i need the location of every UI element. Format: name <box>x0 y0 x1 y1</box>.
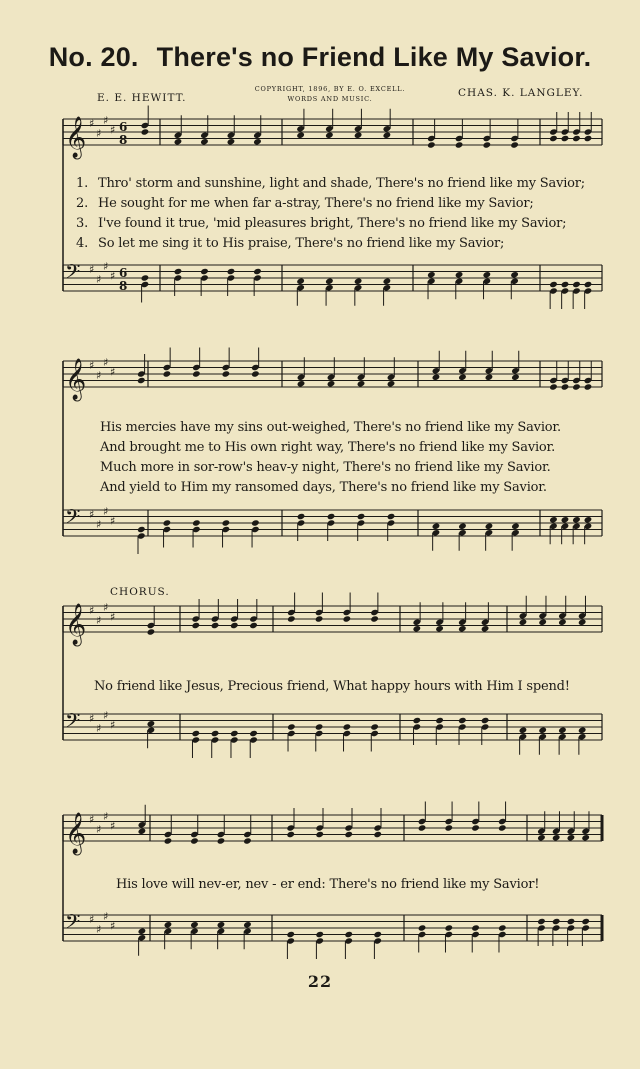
note-head <box>192 519 201 526</box>
chorus-line-1: No friend like Jesus, Precious friend, What happy hours with Him I spend! <box>94 679 570 694</box>
note-head <box>510 271 519 278</box>
sharp-icon: ♯ <box>103 259 109 273</box>
sharp-icon: ♯ <box>96 822 102 836</box>
note-head <box>211 622 220 629</box>
note-head <box>174 138 183 145</box>
note-head <box>561 516 570 523</box>
note-head <box>163 370 172 377</box>
note-head <box>483 271 492 278</box>
note-head <box>222 519 231 526</box>
note-head <box>578 727 587 734</box>
chorus-label: CHORUS. <box>110 586 170 598</box>
note-head <box>511 523 520 530</box>
note-head <box>561 135 570 142</box>
note-head <box>287 723 296 730</box>
note-head <box>471 824 480 831</box>
time-signature-bottom: 8 <box>119 279 128 293</box>
note-head <box>325 278 334 285</box>
note-head <box>222 370 231 377</box>
sharp-icon: ♯ <box>89 712 95 725</box>
note-head <box>251 519 260 526</box>
hymn-title: There's no Friend Like My Savior. <box>156 42 592 72</box>
note-head <box>315 931 324 938</box>
time-signature-bottom: 8 <box>119 133 128 147</box>
note-head <box>217 837 226 844</box>
note-head <box>552 918 561 925</box>
note-head <box>445 924 454 931</box>
note-head <box>164 837 173 844</box>
sharp-icon: ♯ <box>110 819 116 833</box>
sharp-icon: ♯ <box>103 909 109 923</box>
verse-4-line-a <box>76 236 504 251</box>
note-head <box>211 730 220 737</box>
verse-text: So let me sing it to His praise, There's no friend like my Savior; <box>98 236 505 251</box>
note-head <box>243 921 252 928</box>
note-head <box>192 730 201 737</box>
note-head <box>485 374 494 381</box>
sharp-icon: ♯ <box>89 117 95 130</box>
note-head <box>481 717 490 724</box>
sharp-icon: ♯ <box>103 809 109 823</box>
page-number: 22 <box>307 972 333 991</box>
note-head <box>286 831 295 838</box>
note-head <box>427 271 436 278</box>
note-head <box>327 513 336 520</box>
note-head <box>370 723 379 730</box>
note-head <box>511 374 520 381</box>
note-head <box>427 141 436 148</box>
note-head <box>584 281 593 288</box>
time-signature-top: 6 <box>119 120 128 134</box>
note-head <box>325 132 334 139</box>
note-head <box>584 135 593 142</box>
bass-clef-icon: 𝄢 <box>65 709 81 737</box>
verse-1-line-b: His mercies have my sins out-weighed, There's no friend like my Savior. <box>100 420 561 435</box>
sharp-icon: ♯ <box>110 919 116 933</box>
verse-4-line-b: And yield to Him my ransomed days, There's no friend like my Savior. <box>100 480 547 495</box>
note-head <box>354 278 363 285</box>
note-head <box>296 132 305 139</box>
author-credit: E. E. HEWITT. <box>97 92 187 104</box>
sharp-icon: ♯ <box>96 126 102 140</box>
chorus-line-2: His love will nev-er, nev - er end: There's no friend like my Savior! <box>116 877 540 892</box>
note-head <box>549 516 558 523</box>
sharp-icon: ♯ <box>110 610 116 624</box>
note-head <box>344 931 353 938</box>
note-head <box>455 141 464 148</box>
note-head <box>251 370 260 377</box>
treble-clef-icon: 𝄞 <box>65 813 87 854</box>
note-head <box>418 824 427 831</box>
note-head <box>519 619 528 626</box>
sharp-icon: ♯ <box>103 355 109 369</box>
note-head <box>549 135 558 142</box>
note-head <box>200 138 209 145</box>
sharp-icon: ♯ <box>89 604 95 617</box>
note-head <box>549 281 558 288</box>
verse-2-line-b: And brought me to His own right way, There's no friend like my Savior. <box>100 440 556 455</box>
sharp-icon: ♯ <box>96 517 102 531</box>
bass-clef-icon: 𝄢 <box>65 260 81 288</box>
note-head <box>297 513 306 520</box>
note-head <box>357 513 366 520</box>
note-head <box>373 931 382 938</box>
note-head <box>471 924 480 931</box>
note-head <box>572 516 581 523</box>
copyright-line-2: WORDS AND MUSIC. <box>287 95 373 103</box>
note-head <box>498 824 507 831</box>
note-head <box>483 141 492 148</box>
note-head <box>458 625 467 632</box>
note-head <box>567 918 576 925</box>
note-head <box>174 268 183 275</box>
note-head <box>498 924 507 931</box>
note-head <box>458 523 467 530</box>
note-head <box>253 268 262 275</box>
copyright-line-1: COPYRIGHT, 1896, BY E. O. EXCELL. <box>254 85 406 93</box>
note-head <box>572 281 581 288</box>
note-head <box>481 625 490 632</box>
note-head <box>164 921 173 928</box>
sharp-icon: ♯ <box>89 359 95 372</box>
note-head <box>572 383 581 390</box>
note-head <box>387 380 396 387</box>
note-head <box>519 727 528 734</box>
sharp-icon: ♯ <box>96 922 102 936</box>
note-head <box>561 281 570 288</box>
note-head <box>141 274 150 281</box>
verse-text: He sought for me when far a-stray, There's no friend like my Savior; <box>98 196 534 211</box>
note-head <box>413 717 422 724</box>
note-head <box>192 622 201 629</box>
note-head <box>432 523 441 530</box>
hymn-number: No. 20. <box>48 42 139 72</box>
note-head <box>383 278 392 285</box>
note-head <box>578 619 587 626</box>
note-head <box>552 834 561 841</box>
note-head <box>558 619 567 626</box>
treble-clef-icon: 𝄞 <box>65 117 87 158</box>
sharp-icon: ♯ <box>103 504 109 518</box>
verse-3-line-b: Much more in sor-row's heav-y night, There's no friend like my Savior. <box>100 460 551 475</box>
verse-number: 1. <box>76 176 89 191</box>
verse-number: 4. <box>76 236 89 251</box>
note-head <box>315 615 324 622</box>
verse-number: 2. <box>76 196 89 211</box>
note-head <box>343 615 352 622</box>
sharp-icon: ♯ <box>89 263 95 276</box>
note-head <box>435 625 444 632</box>
treble-clef-icon: 𝄞 <box>65 604 87 645</box>
note-head <box>558 727 567 734</box>
note-head <box>572 135 581 142</box>
note-head <box>192 370 201 377</box>
sharp-icon: ♯ <box>89 508 95 521</box>
note-head <box>458 717 467 724</box>
note-head <box>418 924 427 931</box>
note-head <box>357 380 366 387</box>
bass-clef-icon: 𝄢 <box>65 910 81 938</box>
note-head <box>297 380 306 387</box>
note-head <box>286 931 295 938</box>
verse-1-line-a <box>76 176 585 191</box>
note-head <box>253 138 262 145</box>
note-head <box>584 516 593 523</box>
bass-clef-icon: 𝄢 <box>65 505 81 533</box>
note-head <box>243 837 252 844</box>
sharp-icon: ♯ <box>89 813 95 826</box>
note-head <box>373 831 382 838</box>
note-head <box>327 380 336 387</box>
note-head <box>445 824 454 831</box>
note-head <box>485 523 494 530</box>
note-head <box>190 921 199 928</box>
note-head <box>413 625 422 632</box>
note-head <box>581 918 590 925</box>
sharp-icon: ♯ <box>110 269 116 283</box>
note-head <box>344 831 353 838</box>
note-head <box>581 834 590 841</box>
sharp-icon: ♯ <box>110 365 116 379</box>
note-head <box>383 132 392 139</box>
sharp-icon: ♯ <box>103 708 109 722</box>
note-head <box>537 834 546 841</box>
note-head <box>296 278 305 285</box>
sharp-icon: ♯ <box>103 600 109 614</box>
note-head <box>561 383 570 390</box>
note-head <box>435 717 444 724</box>
note-head <box>549 383 558 390</box>
verse-number: 3. <box>76 216 89 231</box>
note-head <box>567 834 576 841</box>
sharp-icon: ♯ <box>103 113 109 127</box>
verse-text: Thro' storm and sunshine, light and shade, There's no friend like my Savior; <box>98 176 585 191</box>
note-head <box>387 513 396 520</box>
note-head <box>141 128 150 135</box>
note-head <box>147 720 156 727</box>
note-head <box>584 383 593 390</box>
note-head <box>537 918 546 925</box>
sharp-icon: ♯ <box>96 272 102 286</box>
note-head <box>138 828 147 835</box>
note-head <box>315 831 324 838</box>
note-head <box>249 622 258 629</box>
note-head <box>315 723 324 730</box>
note-head <box>354 132 363 139</box>
sharp-icon: ♯ <box>110 123 116 137</box>
sharp-icon: ♯ <box>96 721 102 735</box>
note-head <box>287 615 296 622</box>
note-head <box>538 727 547 734</box>
note-head <box>138 928 147 935</box>
note-head <box>343 723 352 730</box>
sharp-icon: ♯ <box>110 718 116 732</box>
time-signature-top: 6 <box>119 266 128 280</box>
verse-2-line-a <box>76 196 534 211</box>
sharp-icon: ♯ <box>110 514 116 528</box>
note-head <box>190 837 199 844</box>
sharp-icon: ♯ <box>89 913 95 926</box>
note-head <box>230 622 239 629</box>
note-head <box>227 138 236 145</box>
note-head <box>147 628 156 635</box>
treble-clef-icon: 𝄞 <box>65 359 87 400</box>
note-head <box>217 921 226 928</box>
composer-credit: CHAS. K. LANGLEY. <box>458 87 584 99</box>
note-head <box>458 374 467 381</box>
note-head <box>230 730 239 737</box>
note-head <box>510 141 519 148</box>
note-head <box>137 377 146 384</box>
note-head <box>200 268 209 275</box>
note-head <box>370 615 379 622</box>
verse-3-line-a <box>76 216 566 231</box>
note-head <box>455 271 464 278</box>
note-head <box>227 268 236 275</box>
sharp-icon: ♯ <box>96 368 102 382</box>
note-head <box>538 619 547 626</box>
note-head <box>249 730 258 737</box>
note-head <box>163 519 172 526</box>
verse-text: I've found it true, 'mid pleasures bright, There's no friend like my Savior; <box>98 216 567 231</box>
sharp-icon: ♯ <box>96 613 102 627</box>
note-head <box>137 526 146 533</box>
note-head <box>432 374 441 381</box>
